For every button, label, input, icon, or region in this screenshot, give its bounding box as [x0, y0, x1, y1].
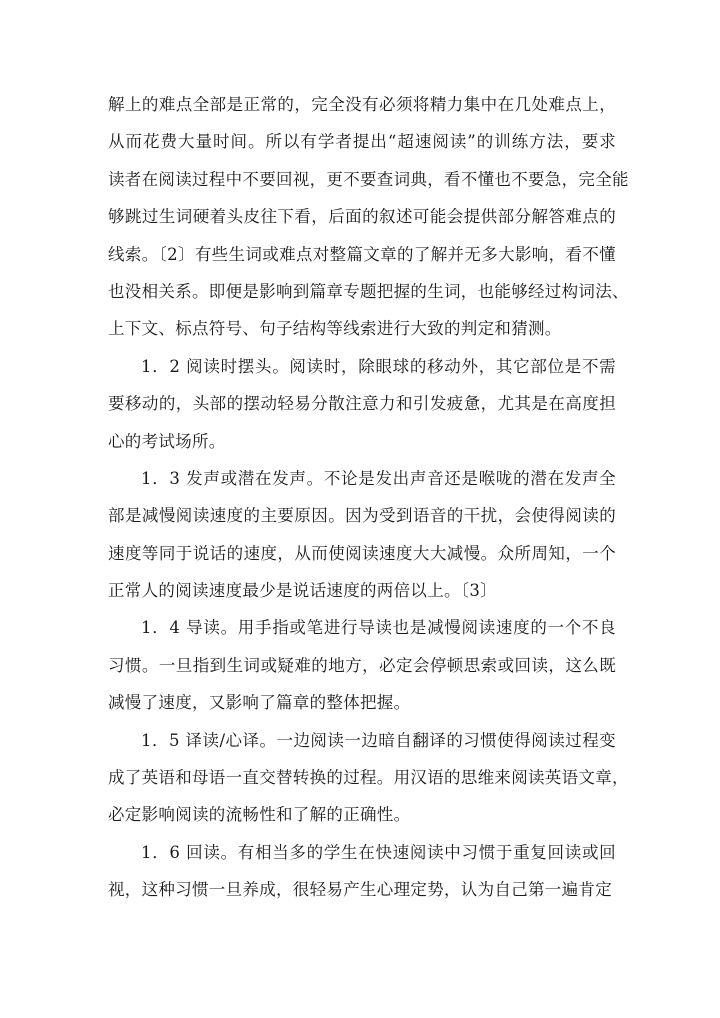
- text-line: 必定影响阅读的流畅性和了解的正确性。: [108, 805, 411, 825]
- text-line: 1．4 导读。用手指或笔进行导读也是减慢阅读速度的一个不良: [141, 618, 616, 638]
- text-line: 1．5 译读/心译。一边阅读一边暗自翻译的习惯使得阅读过程变: [141, 730, 616, 750]
- text-line: 视，这种习惯一旦养成，很轻易产生心理定势，认为自己第一遍肯定: [108, 880, 612, 900]
- text-line: 正常人的阅读速度最少是说话速度的两倍以上。〔3〕: [108, 581, 497, 601]
- text-line: 也没相关系。即便是影响到篇章专题把握的生词，也能够经过构词法、: [108, 281, 629, 301]
- text-line: 读者在阅读过程中不要回视，更不要查词典，看不懂也不要急，完全能: [108, 169, 629, 189]
- body-text: [108, 86, 629, 909]
- text-line: 线索。〔2〕有些生词或难点对整篇文章的了解并无多大影响，看不懂: [108, 244, 616, 264]
- text-line: 从而花费大量时间。所以有学者提出“超速阅读”的训练方法，要求: [108, 132, 616, 152]
- text-line: 上下文、标点符号、句子结构等线索进行大致的判定和猜测。: [108, 319, 562, 339]
- text-line: 1．3 发声或潜在发声。不论是发出声音还是喉咙的潜在发声全: [141, 468, 616, 488]
- text-line: 1．6 回读。有相当多的学生在快速阅读中习惯于重复回读或回: [141, 842, 616, 862]
- text-line: 心的考试场所。: [108, 431, 226, 451]
- text-line: 部是减慢阅读速度的主要原因。因为受到语音的干扰，会使得阅读的: [108, 506, 616, 526]
- text-line: 减慢了速度，又影响了篇章的整体把握。: [108, 693, 411, 713]
- text-line: 1．2 阅读时摆头。阅读时，除眼球的移动外，其它部位是不需: [141, 356, 616, 376]
- text-line: 速度等同于说话的速度，从而使阅读速度大大减慢。众所周知，一个: [108, 543, 616, 563]
- text-line: 习惯。一旦指到生词或疑难的地方，必定会停顿思索或回读，这么既: [108, 655, 616, 675]
- text-line: 够跳过生词硬着头皮往下看，后面的叙述可能会提供部分解答难点的: [108, 207, 616, 227]
- text-line: 解上的难点全部是正常的，完全没有必须将精力集中在几处难点上，: [108, 95, 616, 114]
- text-line: 要移动的，头部的摆动轻易分散注意力和引发疲惫，尤其是在高度担: [108, 394, 616, 414]
- text-line: 成了英语和母语一直交替转换的过程。用汉语的思维来阅读英语文章，: [108, 768, 629, 788]
